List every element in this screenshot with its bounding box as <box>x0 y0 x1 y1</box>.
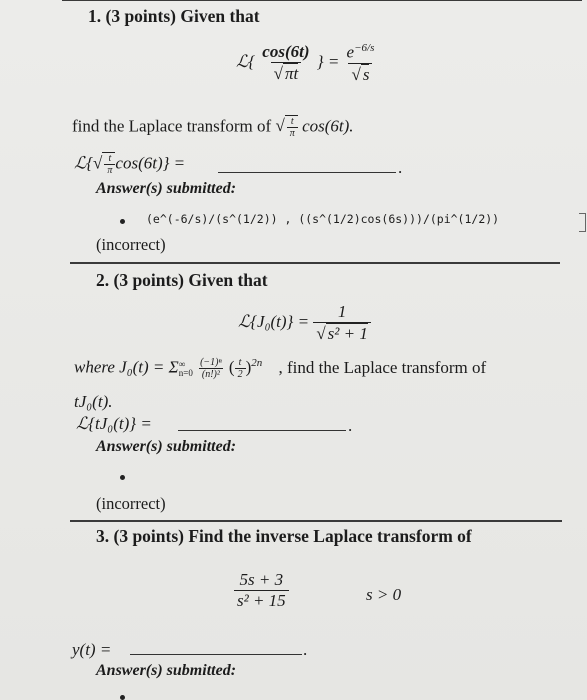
q1-prompt-text: find the Laplace transform of <box>72 116 272 136</box>
q1-formula-rhs: $\frac{e^{-6/s}}{√ s}$ <box>346 42 375 84</box>
q2-given-formula: ℒ{J₀(t)} = $\frac{1}{\text{√ s² + 1}}$ <box>238 302 371 344</box>
q2-exponent: 2n <box>251 357 263 369</box>
q1-status: (incorrect) <box>96 235 166 254</box>
q2-submitted-label: Answer(s) submitted: <box>96 438 237 455</box>
q1-rhs-exp: −6/s <box>354 42 375 54</box>
q1-formula-close: } = <box>316 52 340 72</box>
q1-prompt-frac-den: π <box>287 127 298 139</box>
q3-answer-period: . <box>303 640 308 659</box>
q2-paren-close: ) <box>245 357 252 377</box>
q1-prompt-tail: cos(6t). <box>302 116 354 136</box>
q1-bullet <box>120 219 125 224</box>
q3-expression <box>234 570 289 611</box>
q3-den: s² + 15 <box>234 590 289 611</box>
section-divider-1 <box>70 262 560 264</box>
q1-title: 1. (3 points) Given that <box>88 6 260 26</box>
q2-where-line <box>74 357 486 380</box>
q1-formula-den: πt <box>284 64 299 84</box>
q2-term-num: (−1)ⁿ <box>200 357 222 369</box>
section-divider-2 <box>70 520 562 522</box>
q1-answer-tail: cos(6t)} = <box>115 153 186 173</box>
q2-formula-lhs: ℒ{J₀(t)} = <box>238 311 310 331</box>
q1-answer-field[interactable] <box>218 172 396 173</box>
q2-sum-upper: ∞ <box>178 358 186 369</box>
q2-paren-open: ( <box>228 357 235 377</box>
q2-term-den: (n!)² <box>199 368 223 380</box>
q1-answer-open: ℒ{ <box>74 153 94 173</box>
q1-answer-frac-num: t <box>108 153 112 164</box>
q3-answer-field[interactable] <box>130 654 302 655</box>
q1-formula-fraction: $\frac{\cos(6t)}{√ \pi t}$ <box>259 42 312 84</box>
q1-answer-overflow-edge <box>579 213 586 232</box>
q1-submitted-label: Answer(s) submitted: <box>96 180 237 197</box>
q2-half-den: 2 <box>235 368 246 380</box>
section-divider-top <box>62 0 582 1</box>
q2-prompt-tail: , find the Laplace transform of <box>278 357 487 377</box>
q2-sum-lower: n=0 <box>178 367 193 378</box>
q2-half-num: t <box>238 357 242 369</box>
q3-num: 5s + 3 <box>239 570 284 589</box>
q2-formula-den: s² + 1 <box>327 324 368 343</box>
q3-submitted-label: Answer(s) submitted: <box>96 662 237 679</box>
q2-bullet <box>120 475 125 480</box>
q3-title: 3. (3 points) Find the inverse Laplace transform of <box>96 526 472 546</box>
q1-prompt: find the Laplace transform of √ $\frac{t}{\pi}$ cos(6t). <box>72 116 354 139</box>
q2-formula-num: 1 <box>337 302 347 321</box>
q1-prompt-frac-num: t <box>290 116 294 127</box>
q1-rhs-den: s <box>362 64 370 84</box>
q2-status: (incorrect) <box>96 494 166 513</box>
q1-formula-num: cos(6t) <box>262 42 310 62</box>
q2-answer-field[interactable] <box>178 430 346 431</box>
q2-prompt-line2: tJ₀(t). <box>74 392 113 411</box>
q2-where-text: where J₀(t) = Σ <box>74 357 179 377</box>
q1-formula-open: ℒ{ <box>236 52 256 72</box>
q3-answer-lhs: y(t) = <box>72 640 112 659</box>
q1-given-formula <box>236 42 377 85</box>
q2-title: 2. (3 points) Given that <box>96 270 268 290</box>
q1-answer-frac-den: π <box>104 164 115 176</box>
q2-answer-period: . <box>348 416 353 435</box>
q2-answer-lhs: ℒ{tJ₀(t)} = <box>76 414 152 433</box>
q1-rhs-base: e <box>346 42 355 62</box>
q1-answer-period: . <box>398 158 403 177</box>
q3-bullet <box>120 695 125 700</box>
q1-submitted-answer: (e^(-6/s)/(s^(1/2)) , ((s^(1/2)cos(6s)))/(pi^(1/2)) <box>146 212 500 226</box>
q3-condition: s > 0 <box>366 585 402 604</box>
q1-answer-lhs: ℒ{√ $\frac{t}{\pi}$ cos(6t)} = <box>74 153 186 176</box>
